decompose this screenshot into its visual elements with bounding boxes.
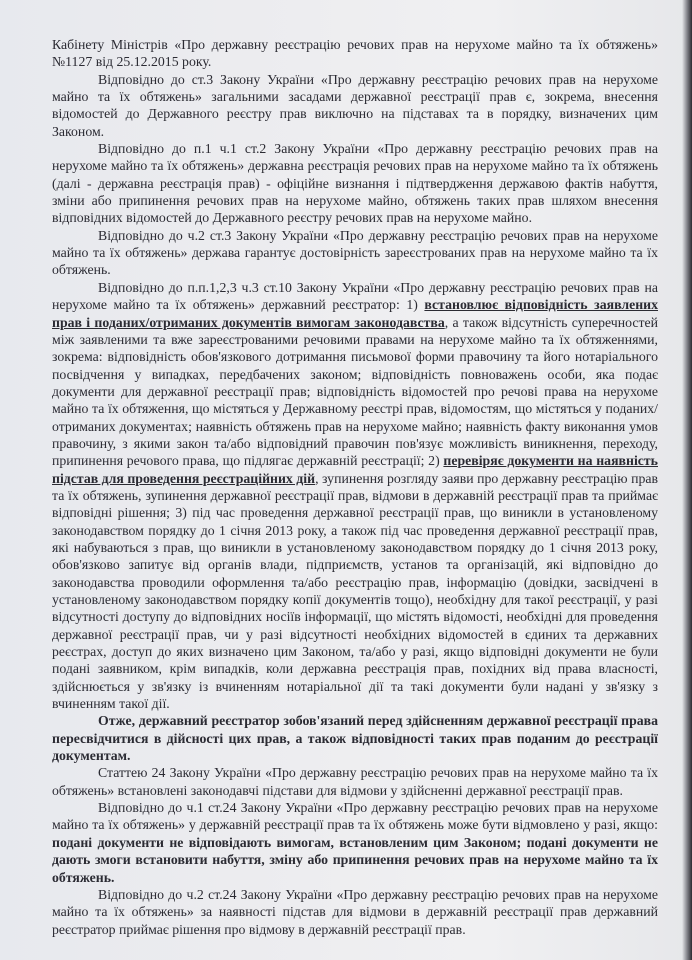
document-paragraph-p4 bbox=[52, 279, 658, 713]
document-paragraph-p6 bbox=[52, 764, 658, 799]
emphasized-text: перевіряє документи на наявність підстав для проведення реєстраційних дій bbox=[52, 453, 658, 486]
document-paragraph-p1 bbox=[52, 71, 658, 140]
emphasized-text: встановлює відповідність заявлених прав і поданих/отриманих документів вимогам законодавства bbox=[52, 297, 659, 330]
paragraph-text: Відповідно до ч.2 ст.24 Закону України «Про державну реєстрацію речових прав на нерухоме майно та їх обтяжень» за наявності підстав для відмови в державній реєстрації прав державний реєстратор приймає рішення про відмову в державній реєстрації прав. bbox=[52, 886, 658, 937]
paragraph-text: Відповідно до ч.2 ст.3 Закону України «Про державну реєстрацію речових прав на нерухоме майно та їх обтяжень» держава гарантує достовірність зареєстрованих прав на нерухоме майно та їх обтяжень. bbox=[52, 227, 658, 278]
emphasized-text: Отже, державний реєстратор зобов'язаний перед здійсненням державної реєстрації права пересвідчитися в дійсності цих прав, а також відповідності таких прав поданим до реєстрації документам. bbox=[52, 713, 658, 764]
emphasized-text: подані документи не відповідають вимогам, встановленим цим Законом; подані документи не дають змоги встановити набуття, зміну або припинення речових прав на нерухоме майно та їх обтяжень. bbox=[52, 834, 658, 885]
paragraph-text: Відповідно до п.1 ч.1 ст.2 Закону України «Про державну реєстрацію речових прав на нерухоме майно та їх обтяжень» державна реєстрація речових прав на нерухоме майно та їх обтяжень (далі - державна реєстрація прав) - офіційне визнання і підтвердження державою фактів набуття, зміни або припинення речових прав на нерухоме майно, обтяжень таких прав шляхом внесення відповідних відомостей до Державного реєстру речових прав на нерухоме майно. bbox=[52, 141, 658, 226]
paragraph-text: Статтею 24 Закону України «Про державну реєстрацію речових прав на нерухоме майно та їх обтяжень» встановлені законодавчі підстави для відмови у здійсненні державної реєстрації прав. bbox=[52, 765, 658, 798]
paragraph-text: Кабінету Міністрів «Про державну реєстрацію речових прав на нерухоме майно та їх обтяжень» №1127 від 25.12.2015 року. bbox=[52, 37, 658, 70]
document-paragraph-p8 bbox=[52, 886, 658, 938]
document-paragraph-p5 bbox=[52, 712, 658, 764]
document-paragraph-p2 bbox=[52, 140, 658, 227]
document-paragraph-p0 bbox=[52, 36, 658, 71]
document-paragraph-p7 bbox=[52, 799, 658, 886]
document-body bbox=[52, 36, 658, 938]
paragraph-text: Відповідно до ч.1 ст.24 Закону України «Про державну реєстрацію речових прав на нерухоме майно та їх обтяжень» у державній реєстрації прав та їх обтяжень може бути відмовлено у разі, якщо: bbox=[52, 800, 658, 833]
paragraph-text: , а також відсутність суперечностей між заявленими та вже зареєстрованими речовими правами на нерухоме майно та їх обтяженнями, зокрема: відповідність обов'язкового дотримання письмової форми правочину та його нотаріального посвідчення у випадках, передбачених законом; відповідність повноважень особи, яка подає документи для державної реєстрації прав; відповідність відомостей про речові права на нерухоме майно та їх обтяження, що містяться у Державному реєстрі прав, відомостям, що містяться у поданих/отриманих документах; наявність обтяжень прав на нерухоме майно; наявність факту виконання умов правочину, з якими закон та/або відповідний правочин пов'язує можливість виникнення, переходу, припинення речового права, що підлягає державній реєстрації; 2) bbox=[52, 314, 658, 469]
paragraph-text: , зупинення розгляду заяви про державну реєстрацію прав та їх обтяжень, зупинення державної реєстрації прав, відмови в державній реєстрації прав та приймає відповідні рішення; 3) під час проведення державної реєстрації прав, що виникли в установленому законодавством порядку до 1 січня 2013 року, а також під час проведення державної реєстрації прав, які набуваються з прав, що виникли в установленому законодавством порядку до 1 січня 2013 року, обов'язково запитує від органів влади, підприємств, установ та організацій, які відповідно до законодавства проводили оформлення та/або реєстрацію прав, інформацію (довідки, засвідчені в установленому законодавством порядку копії документів тощо), необхідну для такої реєстрації, у разі відсутності доступу до відповідних носіїв інформації, що містять відомості, необхідні для проведення державної реєстрації прав, чи у разі відсутності необхідних відомостей в єдиних та державних реєстрах, доступ до яких визначено цим Законом, та/або у разі, якщо відповідні документи не були подані заявником, крім випадків, коли державна реєстрація прав, похідних від права власності, здійснюється у зв'язку із вчиненням нотаріальної дії та такі документи були надані у зв'язку з вчиненням такої дії. bbox=[52, 470, 659, 712]
paragraph-text: Відповідно до п.п.1,2,3 ч.3 ст.10 Закону України «Про державну реєстрацію речових прав на нерухоме майно та їх обтяжень» державний реєстратор: 1) bbox=[52, 279, 658, 313]
document-paragraph-p3 bbox=[52, 227, 658, 279]
page-edge-shadow bbox=[682, 0, 692, 960]
paragraph-text: Відповідно до ст.3 Закону України «Про державну реєстрацію речових прав на нерухоме майно та їх обтяжень» загальними засадами державної реєстрації прав є, зокрема, внесення відомостей до Державного реєстру прав виключно на підставах та в порядку, визначених цим Законом. bbox=[52, 71, 658, 139]
